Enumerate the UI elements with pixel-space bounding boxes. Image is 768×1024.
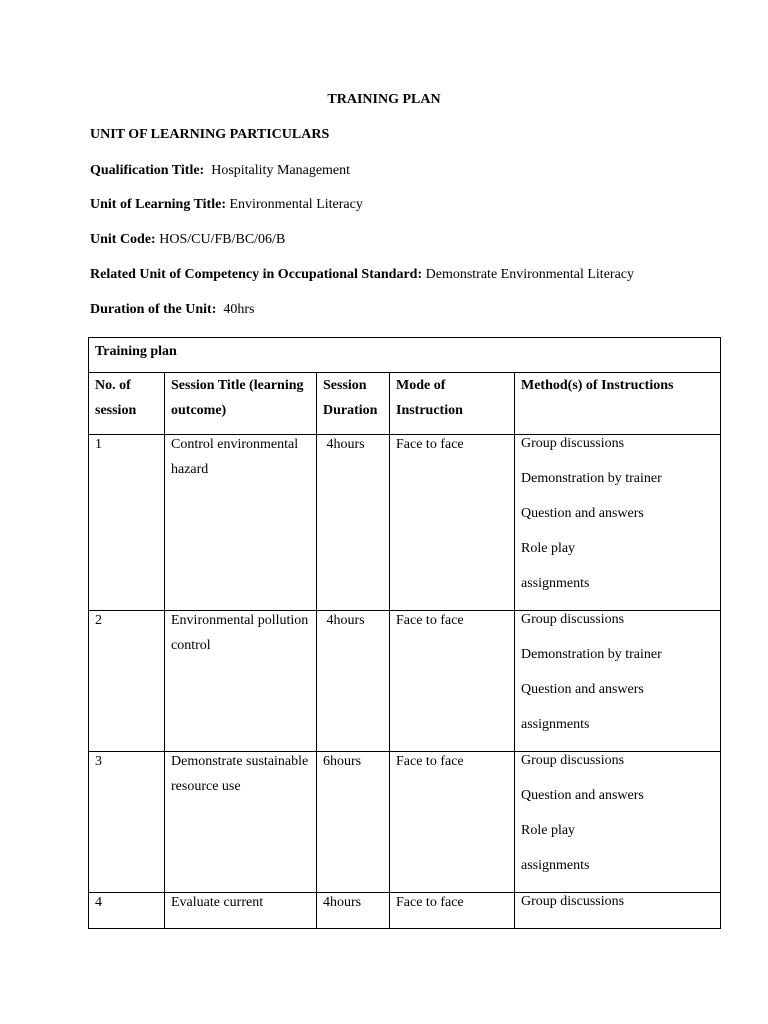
table-row	[89, 611, 721, 752]
mode-of-instruction-cell	[390, 435, 515, 611]
method-item: Group discussions	[521, 436, 625, 451]
session-duration-cell	[317, 435, 390, 611]
table-row	[89, 752, 721, 893]
mode-of-instruction-cell	[390, 752, 515, 893]
session-title-cell	[165, 435, 317, 611]
section-heading: UNIT OF LEARNING PARTICULARS	[90, 127, 330, 142]
mode-of-instruction-cell-text: Face to face	[396, 613, 464, 628]
mode-of-instruction-cell	[390, 611, 515, 752]
field-value: HOS/CU/FB/BC/06/B	[155, 232, 286, 247]
session-title-cell-text: Evaluate current	[171, 895, 264, 910]
methods-cell	[515, 752, 721, 893]
column-header	[317, 373, 390, 435]
table-header-row	[89, 373, 721, 435]
field-value: Demonstrate Environmental Literacy	[422, 267, 634, 282]
mode-of-instruction-cell	[390, 893, 515, 929]
field-unit-code	[90, 232, 285, 248]
table-caption-text: Training plan	[95, 344, 177, 359]
column-header	[89, 373, 165, 435]
session-duration-cell	[317, 893, 390, 929]
method-item: assignments	[521, 858, 590, 873]
session-duration-cell	[317, 611, 390, 752]
table-caption	[89, 338, 721, 373]
method-item: Question and answers	[521, 788, 644, 803]
field-unit-of-learning-title	[90, 197, 363, 213]
session-title-cell-text: Environmental pollution control	[171, 613, 312, 653]
session-number-cell	[89, 435, 165, 611]
session-duration-cell-text: 4hours	[323, 895, 362, 910]
method-item: assignments	[521, 576, 590, 591]
method-item: Role play	[521, 823, 576, 838]
methods-cell	[515, 893, 721, 929]
field-label: Related Unit of Competency in Occupational Standard:	[90, 267, 423, 282]
page-title: TRAINING PLAN	[327, 92, 441, 107]
method-item: Group discussions	[521, 894, 625, 909]
session-number-cell	[89, 752, 165, 893]
column-header-label: Session Title (learning outcome)	[171, 378, 304, 418]
column-header	[515, 373, 721, 435]
session-title-cell-text: Control environmental hazard	[171, 437, 302, 477]
field-value: Hospitality Management	[204, 163, 351, 178]
column-header	[390, 373, 515, 435]
field-label: Unit Code:	[90, 232, 156, 247]
session-title-cell-text: Demonstrate sustainable resource use	[171, 754, 312, 794]
methods-cell	[515, 611, 721, 752]
method-item: assignments	[521, 717, 590, 732]
column-header-label: Session Duration	[323, 378, 378, 418]
session-number-cell-text: 1	[95, 437, 102, 452]
method-item: Role play	[521, 541, 576, 556]
column-header-label: Mode of Instruction	[396, 378, 463, 418]
mode-of-instruction-cell-text: Face to face	[396, 895, 464, 910]
session-number-cell	[89, 611, 165, 752]
session-number-cell-text: 2	[95, 613, 102, 628]
session-number-cell-text: 4	[95, 895, 102, 910]
method-item: Demonstration by trainer	[521, 471, 662, 486]
method-item: Question and answers	[521, 506, 644, 521]
column-header-label: No. of session	[95, 378, 137, 418]
session-title-cell	[165, 611, 317, 752]
table-row	[89, 893, 721, 929]
session-number-cell	[89, 893, 165, 929]
methods-cell	[515, 435, 721, 611]
session-title-cell	[165, 893, 317, 929]
mode-of-instruction-cell-text: Face to face	[396, 437, 464, 452]
field-label: Unit of Learning Title:	[90, 197, 226, 212]
field-qualification-title	[90, 163, 350, 179]
session-duration-cell-text: 4hours	[323, 437, 365, 452]
session-title-cell	[165, 752, 317, 893]
field-label: Qualification Title:	[90, 163, 205, 178]
session-duration-cell	[317, 752, 390, 893]
field-value: Environmental Literacy	[226, 197, 363, 212]
training-plan-table	[88, 337, 721, 929]
session-duration-cell-text: 4hours	[323, 613, 365, 628]
method-item: Demonstration by trainer	[521, 647, 662, 662]
method-item: Group discussions	[521, 612, 625, 627]
session-duration-cell-text: 6hours	[323, 754, 362, 769]
method-item: Question and answers	[521, 682, 644, 697]
mode-of-instruction-cell-text: Face to face	[396, 754, 464, 769]
table-row	[89, 435, 721, 611]
column-header	[165, 373, 317, 435]
column-header-label: Method(s) of Instructions	[521, 378, 674, 393]
field-related-unit-of-competency	[90, 267, 634, 283]
field-label: Duration of the Unit:	[90, 302, 217, 317]
field-value: 40hrs	[216, 302, 255, 317]
session-number-cell-text: 3	[95, 754, 102, 769]
method-item: Group discussions	[521, 753, 625, 768]
field-duration	[90, 302, 255, 318]
